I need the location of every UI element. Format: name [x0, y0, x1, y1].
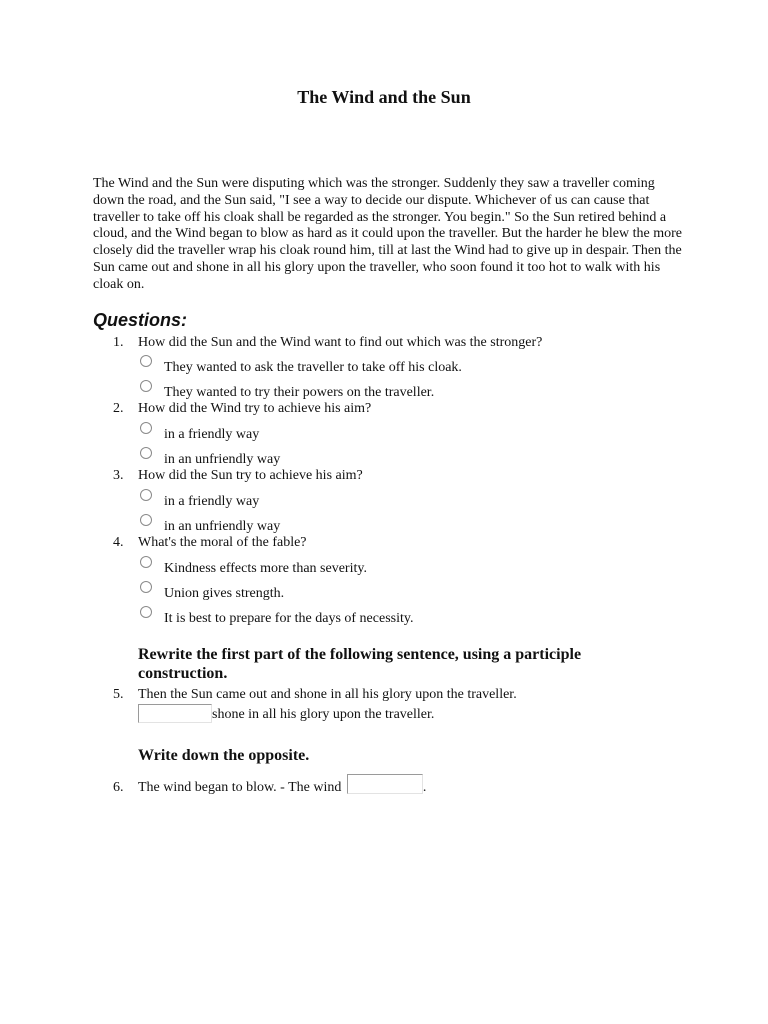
- radio-button[interactable]: [140, 556, 152, 568]
- option-label: in an unfriendly way: [164, 519, 281, 534]
- radio-button[interactable]: [140, 355, 152, 367]
- question-5: [113, 687, 517, 703]
- question-3: [113, 468, 363, 484]
- question-6: [113, 776, 426, 796]
- option-label: Union gives strength.: [164, 586, 285, 601]
- option-label: in an unfriendly way: [164, 452, 281, 467]
- radio-button[interactable]: [140, 514, 152, 526]
- questions-heading: Questions:: [93, 310, 188, 330]
- option-label: in a friendly way: [164, 494, 260, 509]
- question-2: [113, 401, 371, 417]
- question-1: [113, 335, 542, 351]
- question-number: 6.: [113, 780, 124, 795]
- question-number: 3.: [113, 468, 124, 483]
- question-4: [113, 535, 307, 551]
- question-5-answer: [138, 704, 434, 723]
- option-label: in a friendly way: [164, 427, 260, 442]
- question-text: Then the Sun came out and shone in all his glory upon the traveller.: [138, 687, 517, 702]
- question-number: 5.: [113, 687, 124, 702]
- option-label: Kindness effects more than severity.: [164, 561, 367, 576]
- question-text: How did the Wind try to achieve his aim?: [138, 401, 372, 416]
- sentence-end: .: [422, 780, 427, 795]
- opposite-heading: Write down the opposite.: [138, 747, 310, 764]
- page-title: The Wind and the Sun: [297, 87, 471, 107]
- radio-button[interactable]: [140, 422, 152, 434]
- question-number: 4.: [113, 535, 124, 550]
- answer-suffix: shone in all his glory upon the traveller.: [212, 707, 435, 722]
- rewrite-answer-input[interactable]: [138, 704, 212, 723]
- option-label: They wanted to try their powers on the traveller.: [164, 385, 435, 400]
- question-text: How did the Sun try to achieve his aim?: [138, 468, 363, 483]
- radio-button[interactable]: [140, 606, 152, 618]
- rewrite-heading: Rewrite the first part of the following sentence, using a participle construction.: [138, 646, 582, 682]
- option-label: It is best to prepare for the days of necessity.: [164, 611, 414, 626]
- opposite-answer-input[interactable]: [347, 774, 423, 794]
- question-number: 2.: [113, 401, 124, 416]
- story-paragraph: The Wind and the Sun were disputing which was the stronger. Suddenly they saw a traveller coming down the road, and the Sun said, "I see a way to decide our dispute. Whichever of us can cause that traveller to take off his cloak shall be regarded as the stronger. You begin." So the Sun retired behind a cloud, and the Wind began to blow as hard as it could upon the traveller. But the harder he blew the more closely did the traveller wrap his cloak round him, till at last the Wind had to give up in despair. Then the Sun came out and shone in all his glory upon the traveller, who soon found it too hot to walk with his cloak on.: [93, 176, 682, 292]
- question-text: The wind began to blow. - The wind: [138, 780, 342, 795]
- option-label: They wanted to ask the traveller to take off his cloak.: [164, 360, 462, 375]
- radio-button[interactable]: [140, 380, 152, 392]
- radio-button[interactable]: [140, 581, 152, 593]
- radio-button[interactable]: [140, 489, 152, 501]
- question-number: 1.: [113, 335, 124, 350]
- question-text: What's the moral of the fable?: [138, 535, 307, 550]
- question-text: How did the Sun and the Wind want to find out which was the stronger?: [138, 335, 543, 350]
- radio-button[interactable]: [140, 447, 152, 459]
